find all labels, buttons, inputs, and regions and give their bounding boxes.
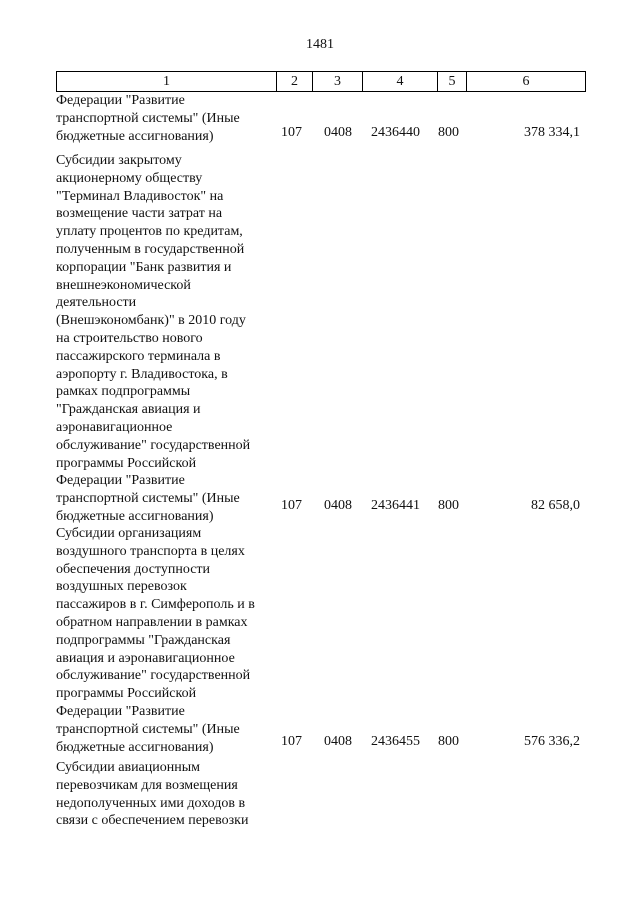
cell-amount: 576 336,2 <box>524 734 580 749</box>
cell-section: 0408 <box>324 734 352 749</box>
cell-expense-type: 800 <box>438 498 459 513</box>
cell-target-article: 2436440 <box>371 125 420 140</box>
cell-ved: 107 <box>281 125 302 140</box>
table-row-text: Субсидии организациям воздушного транспорта в целях обеспечения доступности воздушных перевозок пассажиров в г. Симферополь и в обратном направлении в рамках подпрограммы "Гражданская авиация и аэронавигационное обслуживание" государственной программы Российской Федерации "Развитие транспортной системы" (Иные бюджетные ассигнования) <box>56 526 255 755</box>
cell-section: 0408 <box>324 498 352 513</box>
cell-expense-type: 800 <box>438 125 459 140</box>
table-row-text: Субсидии закрытому акционерному обществу "Терминал Владивосток" на возмещение части затрат на уплату процентов по кредитам, полученным в государственной корпорации "Банк развития и внешнеэкономической деятельности (Внешэкономбанк)" в 2010 году на строительство нового пассажирского терминала в аэропорту г. Владивостока, в рамках подпрограммы "Гражданская авиация и аэронавигационное обслуживание" государственной программы Российской Федерации "Развитие транспортной системы" (Иные бюджетные ассигнования) <box>56 153 251 524</box>
column-header-2: 2 <box>277 72 313 91</box>
column-header-6: 6 <box>522 74 530 89</box>
cell-target-article: 2436441 <box>371 498 420 513</box>
column-header-5: 5 <box>438 72 467 91</box>
column-header-1: 1 <box>57 72 277 91</box>
table-row-text: Субсидии авиационным перевозчикам для возмещения недополученных ими доходов в связи с обеспечением перевозки <box>56 760 249 829</box>
column-header-4: 4 <box>363 72 438 91</box>
page-number: 1481 <box>306 37 334 52</box>
cell-amount: 378 334,1 <box>524 125 580 140</box>
cell-ved: 107 <box>281 498 302 513</box>
cell-ved: 107 <box>281 734 302 749</box>
table-row-text: Федерации "Развитие транспортной системы" (Иные бюджетные ассигнования) <box>56 93 240 144</box>
cell-amount: 82 658,0 <box>531 498 580 513</box>
table-header <box>56 71 586 92</box>
cell-expense-type: 800 <box>438 734 459 749</box>
column-header-3: 3 <box>313 72 363 91</box>
cell-section: 0408 <box>324 125 352 140</box>
cell-target-article: 2436455 <box>371 734 420 749</box>
